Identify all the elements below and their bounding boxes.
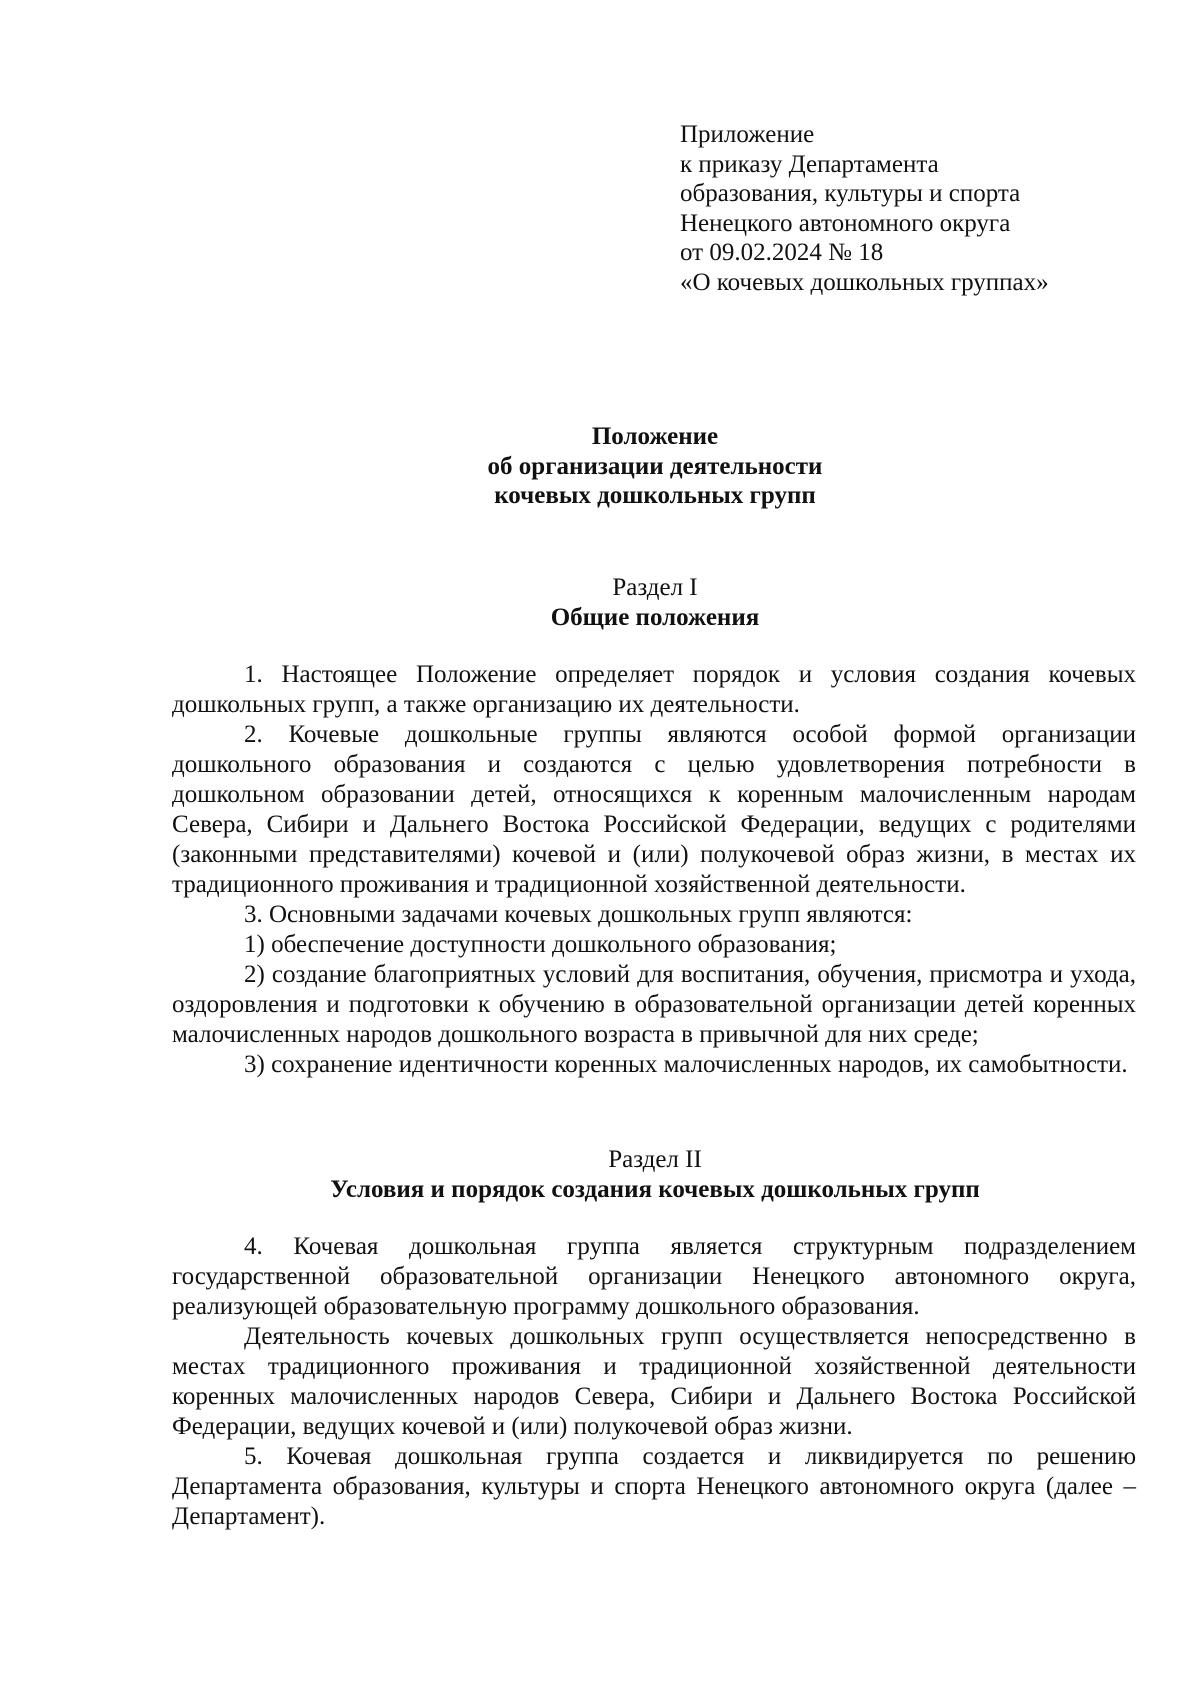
- title-line: кочевых дошкольных групп: [494, 482, 816, 509]
- appendix-line: образования, культуры и спорта: [680, 180, 1021, 207]
- section-2-body: [172, 1232, 1136, 1532]
- paragraph: 2. Кочевые дошкольные группы являются особой формой организации дошкольного образования и создаются с целью удовлетворения потребности в дошкольном образовании детей, относящихся к коренным малочисленным народам Севера, Сибири и Дальнего Востока Российской Федерации, ведущих с родителями (законными представителями) кочевой и (или) полукочевой образ жизни, в местах их традиционного проживания и традиционной хозяйственной деятельности.: [172, 721, 1136, 898]
- appendix-header: [680, 120, 1150, 297]
- section-name: Общие положения: [550, 604, 760, 631]
- appendix-line: «О кочевых дошкольных группах»: [680, 268, 1049, 296]
- paragraph: Деятельность кочевых дошкольных групп осуществляется непосредственно в местах традиционного проживания и традиционной хозяйственной деятельности коренных малочисленных народов Севера, Сибири и Дальнего Востока Российской Федерации, ведущих кочевой и (или) полукочевой образ жизни.: [172, 1323, 1136, 1440]
- section-number: Раздел I: [612, 574, 698, 601]
- paragraph: 2) создание благоприятных условий для воспитания, обучения, присмотра и ухода, оздоровления и подготовки к обучению в образовательной организации детей коренных малочисленных народов дошкольного возраста в привычной для них среде;: [172, 961, 1136, 1048]
- paragraph: 5. Кочевая дошкольная группа создается и ликвидируется по решению Департамента образования, культуры и спорта Ненецкого автономного округа (далее – Департамент).: [172, 1443, 1136, 1530]
- appendix-line: от 09.02.2024 № 18: [680, 239, 884, 266]
- paragraph: 3) сохранение идентичности коренных малочисленных народов, их самобытности.: [244, 1051, 1128, 1078]
- paragraph: 4. Кочевая дошкольная группа является структурным подразделением государственной образовательной организации Ненецкого автономного округа, реализующей образовательную программу дошкольного образования.: [172, 1233, 1136, 1320]
- document-title: [170, 422, 1140, 511]
- section-name: Условия и порядок создания кочевых дошкольных групп: [330, 1176, 980, 1203]
- paragraph: 1) обеспечение доступности дошкольного образования;: [244, 931, 837, 958]
- title-line: Положение: [591, 423, 719, 450]
- paragraph: 3. Основными задачами кочевых дошкольных групп являются:: [244, 901, 913, 928]
- section-2-heading: [170, 1145, 1140, 1205]
- section-number: Раздел II: [608, 1146, 702, 1173]
- appendix-line: к приказу Департамента: [680, 150, 939, 178]
- section-1-body: [172, 660, 1136, 1080]
- appendix-line: Приложение: [680, 121, 815, 148]
- paragraph: 1. Настоящее Положение определяет порядок и условия создания кочевых дошкольных групп, а также организацию их деятельности.: [172, 661, 1136, 718]
- section-1-heading: [170, 573, 1140, 633]
- appendix-line: Ненецкого автономного округа: [680, 209, 1011, 237]
- title-line: об организации деятельности: [487, 452, 823, 480]
